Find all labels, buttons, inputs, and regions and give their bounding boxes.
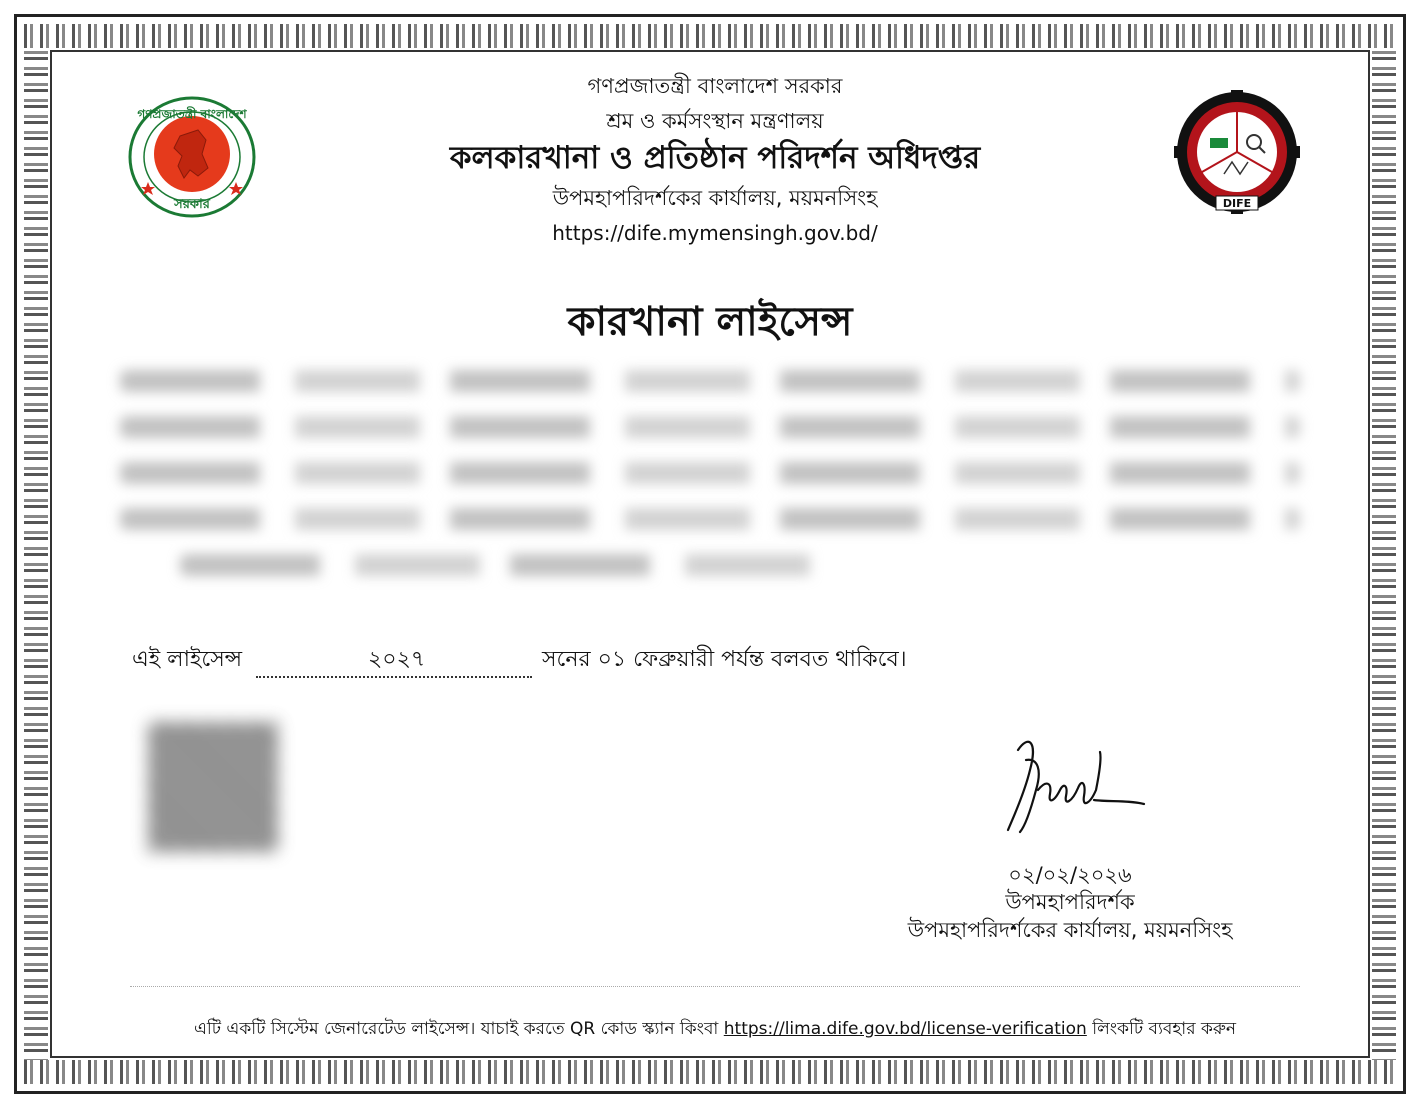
- signature: [998, 730, 1148, 844]
- validity-suffix: সনের ০১ ফেব্রুয়ারী পর্যন্ত বলবত থাকিবে।: [542, 647, 907, 672]
- svg-text:গণপ্রজাতন্ত্রী বাংলাদেশ: গণপ্রজাতন্ত্রী বাংলাদেশ: [137, 107, 247, 121]
- dife-logo-icon: [1172, 90, 1302, 220]
- qr-code: [148, 722, 278, 852]
- signatory-title: উপমহাপরিদর্শক: [1005, 890, 1135, 915]
- footer-note: [130, 1016, 1300, 1044]
- footer-text-before: এটি একটি সিস্টেম জেনারেটেড লাইসেন্স। যাচাই করতে QR কোড স্ক্যান কিংবা: [193, 1019, 719, 1039]
- validity-year: ২০২৭: [368, 647, 426, 672]
- signature-date: ০২/০২/২০২৬: [1008, 863, 1132, 887]
- verification-link[interactable]: https://lima.dife.gov.bd/license-verification: [723, 1019, 1087, 1039]
- header: [300, 70, 1130, 245]
- office-url: https://dife.mymensingh.gov.bd/: [552, 220, 878, 245]
- validity-prefix: এই লাইসেন্স: [132, 647, 243, 672]
- dotted-line: [256, 676, 532, 678]
- government-name: গণপ্রজাতন্ত্রী বাংলাদেশ সরকার: [587, 74, 843, 98]
- svg-text:সরকার: সরকার: [174, 197, 210, 212]
- footer-text-after: লিংকটি ব্যবহার করুন: [1092, 1019, 1237, 1039]
- department-name: কলকারখানা ও প্রতিষ্ঠান পরিদর্শন অধিদপ্তর: [449, 140, 981, 177]
- signatory-block: [870, 862, 1270, 944]
- ministry-name: শ্রম ও কর্মসংস্থান মন্ত্রণালয়: [606, 109, 824, 134]
- footer-divider: [130, 986, 1300, 987]
- document-title: কারখানা লাইসেন্স: [567, 299, 853, 345]
- signatory-office: উপমহাপরিদর্শকের কার্যালয়, ময়মনসিংহ: [907, 917, 1233, 942]
- bangladesh-government-seal-icon: [128, 96, 256, 222]
- office-name: উপমহাপরিদর্শকের কার্যালয়, ময়মনসিংহ: [552, 185, 878, 210]
- validity-statement: [132, 640, 1232, 680]
- redacted-details: [120, 370, 1300, 590]
- dife-label: DIFE: [1222, 197, 1252, 210]
